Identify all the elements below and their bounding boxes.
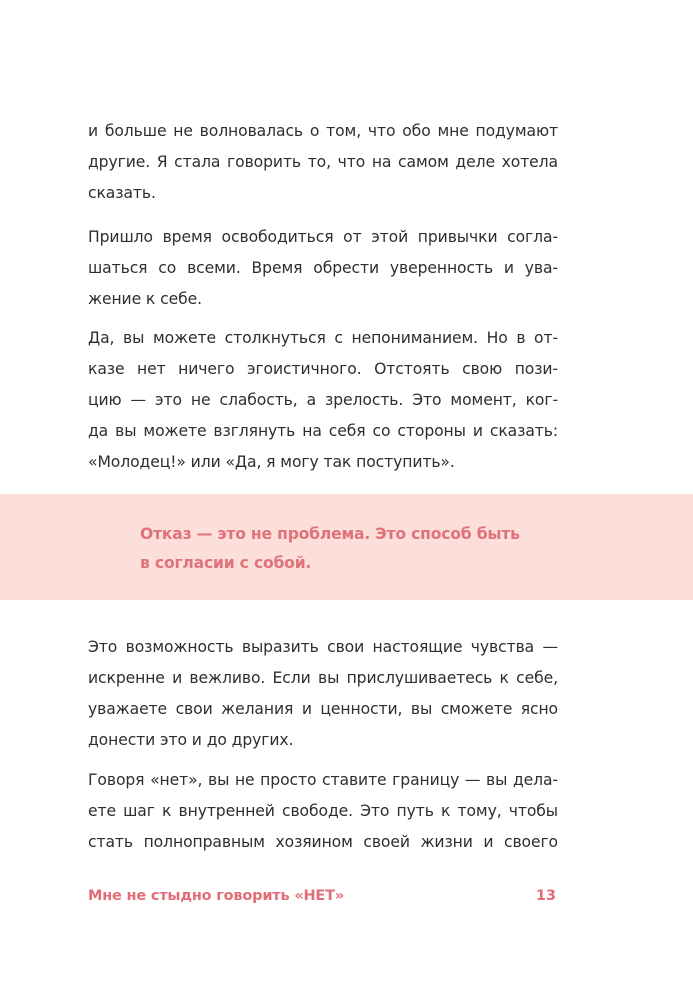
text-line: шаться со всеми. Время обрести уверенность и ува- (88, 259, 558, 277)
text-line: да вы можете взглянуть на себя со стороны и сказать: (88, 422, 558, 440)
paragraph-2 (88, 222, 558, 315)
text-line: жение к себе. (88, 290, 202, 308)
page-footer (88, 888, 556, 910)
text-line: Это возможность выразить свои настоящие чувства — (88, 638, 558, 656)
paragraph-5 (88, 765, 558, 858)
text-line: стать полноправным хозяином своей жизни и своего (88, 833, 558, 851)
text-line: ете шаг к внутренней свободе. Это путь к тому, чтобы (88, 802, 558, 820)
page-number: 13 (535, 888, 556, 904)
text-line: казе нет ничего эгоистичного. Отстоять свою пози- (88, 360, 558, 378)
pull-quote (140, 520, 560, 578)
paragraph-4 (88, 632, 558, 756)
text-line: искренне и вежливо. Если вы прислушиваетесь к себе, (88, 669, 558, 687)
text-line: Говоря «нет», вы не просто ставите границу — вы дела- (88, 771, 558, 789)
text-line: уважаете свои желания и ценности, вы сможете ясно (88, 700, 558, 718)
text-line: и больше не волновалась о том, что обо мне подумают (88, 122, 558, 140)
running-title: Мне не стыдно говорить «НЕТ» (88, 888, 344, 904)
text-line: Пришло время освободиться от этой привычки согла- (88, 228, 558, 246)
text-line: «Молодец!» или «Да, я могу так поступить». (88, 453, 455, 471)
text-line: цию — это не слабость, а зрелость. Это момент, ког- (88, 391, 558, 409)
quote-line: в согласии с собой. (140, 554, 312, 572)
text-line: сказать. (88, 184, 156, 202)
text-line: донести это и до других. (88, 731, 294, 749)
paragraph-3 (88, 323, 558, 478)
paragraph-1 (88, 116, 558, 209)
text-line: Да, вы можете столкнуться с непониманием. Но в от- (88, 329, 558, 347)
quote-line: Отказ — это не проблема. Это способ быть (140, 525, 520, 543)
text-line: другие. Я стала говорить то, что на самом деле хотела (88, 153, 558, 171)
